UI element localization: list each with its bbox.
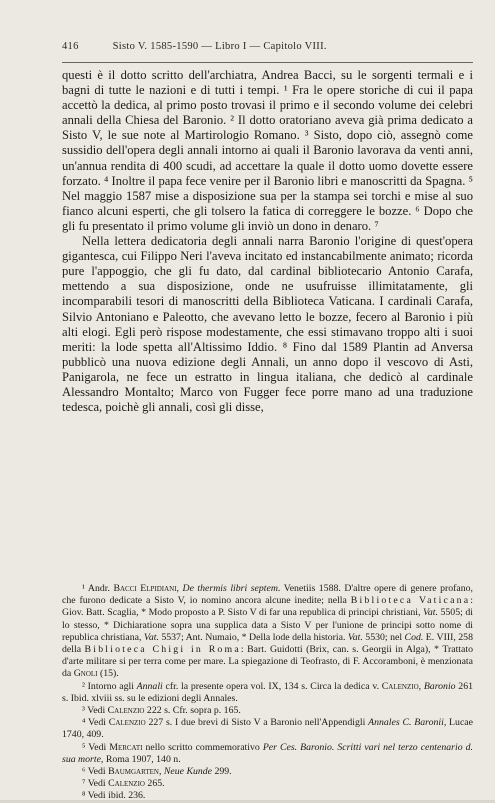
footnote-1: ¹ Andr. Bacci Elpidiani, De thermis libri septem. Venetiis 1588. D'altre opere di genere profano, che furono dedicate a Sisto V, io nomino ancora alcune inedite; nella Biblioteca Vaticana: Giov. Batt. Scaglia, * Modo proposto a P. Sisto V di far una republica di principi christiani, Vat. 5505; di lo stesso, * Dichiaratione sopra una supplica data a Sisto V per l'unione de principi sotto nome di republica christiana, Vat. 5537; Ant. Numaio, * Della lode della historia. Vat. 5530; nel Cod. E. VIII, 258 della Biblioteca Chigi in Roma: Bart. Guidotti (Brix, can. s. Georgii in Alga), * Trattato d'arte militare si per terra come per mare. La spiegazione di Teofrasto, di F. Accoramboni, è menzionata da Gnoli (15).: [62, 583, 474, 680]
footnote-title: Annali: [136, 680, 163, 692]
footnote-author: Bacci Elpidiani: [113, 583, 177, 594]
paragraph-2: Nella lettera dedicatoria degli annali narra Baronio l'origine di quest'opera gigantesca, cui Filippo Neri l'aveva incitato ed instancabilmente animato; ricorda pure l'appoggio, che gli fu dato, dal cardinal bibliotecario Antonio Carafa, mettendo a sua disposizione, onde ne usufruisse illimitatamente, gli incomparabili tesori di manoscritti della Biblioteca Vaticana. I cardinali Carafa, Silvio Antoniano e Paleotto, che avevano letto le bozze, fecero al Baronio i più alti elogi. Egli però rispose modestamente, che essi stimavano troppo alti i suoi meriti: la lode spetta all'Altissimo Iddio. ⁸ Fino dal 1589 Plantin ad Anversa pubblicò una nuova edizione degli Annali, un anno dopo il vescovo di Asti, Panigarola, ne fece un estratto in lingua italiana, che dedicò al cardinale Alessandro Montalto; Marco von Fugger fece porre mano ad una traduzione tedesca, poichè gli annali, così gli disse,: [62, 234, 473, 415]
footnote-text: ⁶ Vedi: [82, 766, 109, 778]
footnote-text: ⁷ Vedi: [82, 778, 109, 790]
footnote-author: Calenzio: [381, 680, 419, 692]
footnote-ref: Vat.: [422, 607, 438, 619]
footnote-title: Neue Kunde: [163, 766, 213, 778]
footnote-7: [62, 778, 473, 790]
footnote-text: 222 s. Cfr. sopra p. 165.: [144, 705, 241, 717]
footnote-text: , Lucae 1740, 409.: [62, 717, 473, 741]
footnote-text: nello scritto commemorativo: [142, 741, 263, 753]
header-rule: [62, 62, 473, 63]
footnote-6: [62, 766, 473, 778]
paragraph-1: questi è il dotto scritto dell'archiatra, Andrea Bacci, su le sorgenti termali e i bagni di tutte le nazioni e di tutti i tempi. ¹ Fra le opere storiche di cui il papa accettò la dedica, al primo posto trovasi il primo e il secondo volume dei celebri annali della Chiesa del Baronio. ² Il dotto oratoriano aveva già prima dedicato a Sisto V, le sue note al Martirologio Romano. ³ Sisto, dopo ciò, assegnò come sussidio dell'opera degli annali intorno ai quali il Baronio lavorava da venti anni, un'annua rendita di 400 scudi, ad accettare la quale il dotto uomo dovette essere forzato. ⁴ Inoltre il papa fece venire per il Baronio libri e manoscritti da Spagna. ⁵ Nel maggio 1587 mise a disposizione sua per la stampa sei torchi e mise al suo fianco alcuni esperti, che gli tolsero la fatica di correggere le bozze. ⁶ Dopo che gli fu presentato il primo volume gli inviò un dono in denaro. ⁷: [62, 68, 473, 233]
running-header: [62, 41, 473, 52]
footnote-8: ⁸ Vedi ibid. 236.: [82, 790, 146, 802]
footnote-text: E. VIII, 258 della: [62, 631, 473, 656]
main-text: [62, 68, 473, 415]
footnote-text: 5505; di lo stesso, * Dichiaratione sopra una supplica data a Sisto V per l'unione de principi sotto nome di republica christiana,: [62, 607, 473, 643]
footnote-text: . Venetiis 1588. D'altre opere di genere profano, che furono dedicate a Sisto V, io nomino ancora alcune inedite; nella: [62, 583, 473, 607]
footnote-author: Calenzio: [108, 778, 145, 790]
footnote-text: 265.: [144, 778, 165, 790]
footnote-text: 261 s. Ibid. xlviii ss. su le edizioni degli Annales.: [62, 680, 473, 704]
footnote-text: 5537; Ant. Numaio, * Della lode della historia.: [158, 631, 348, 643]
footnote-ref: Vat.: [143, 631, 159, 643]
footnote-library: Biblioteca Vaticana: [350, 595, 471, 607]
footnote-text: 227 s. I due brevi di Sisto V a Baronio nell'Appendigli: [145, 717, 369, 729]
footnote-text: ³ Vedi: [82, 705, 108, 717]
footnote-library: Biblioteca Chigi in Roma: [84, 644, 241, 656]
footnote-text: ⁵ Vedi: [82, 741, 110, 753]
footnote-author: Calenzio: [107, 705, 145, 717]
footnote-ref: Vat.: [347, 631, 363, 643]
footnote-text: , Roma 1907, 140 n.: [100, 753, 181, 765]
footnote-text: ² Intorno agli: [82, 680, 137, 692]
footnote-text: ,: [158, 766, 164, 778]
footnote-title: Annales C. Baronii: [368, 717, 444, 729]
running-title: Sisto V. 1585-1590 — Libro I — Capitolo VIII.: [112, 41, 327, 52]
footnote-text: ⁴ Vedi: [82, 717, 109, 729]
footnote-author: Calenzio: [108, 717, 146, 729]
page-number: 416: [62, 41, 79, 52]
footnote-text: ,: [418, 680, 424, 692]
footnotes: [62, 583, 473, 803]
footnote-text: 299.: [212, 766, 232, 778]
footnote-text: cfr. la presente opera vol. IX, 134 s. Circa la dedica v.: [162, 680, 382, 692]
footnote-4: [62, 717, 473, 741]
footnote-text: : Bart. Guidotti (Brix, can. s. Georgii in Alga), * Trattato d'arte militare si per terra come per mare. La spiegazione di Teofrasto, di F. Accoramboni, è menzionata da: [62, 644, 473, 680]
footnote-3: [62, 705, 473, 717]
footnote-text: : Giov. Batt. Scaglia, * Modo proposto a P. Sisto V di far una republica di principi christiani,: [62, 595, 474, 619]
footnote-text: ¹ Andr.: [82, 583, 114, 594]
footnote-text: (15).: [97, 668, 119, 680]
footnote-2: [62, 681, 473, 705]
footnote-author: Gnoli: [73, 668, 98, 680]
footnote-text: 5530; nel: [362, 631, 405, 643]
footnote-title: Per Ces. Baronio. Scritti vari nel terzo centenario d. sua morte: [62, 741, 473, 765]
footnote-author: Baumgarten: [108, 766, 159, 778]
footnote-ref: Cod.: [404, 631, 424, 643]
footnote-title: Baronio: [423, 680, 456, 692]
footnote-title: De thermis libri septem: [182, 583, 278, 594]
footnote-author: Mercati: [109, 741, 143, 753]
footnote-5: [62, 742, 473, 766]
